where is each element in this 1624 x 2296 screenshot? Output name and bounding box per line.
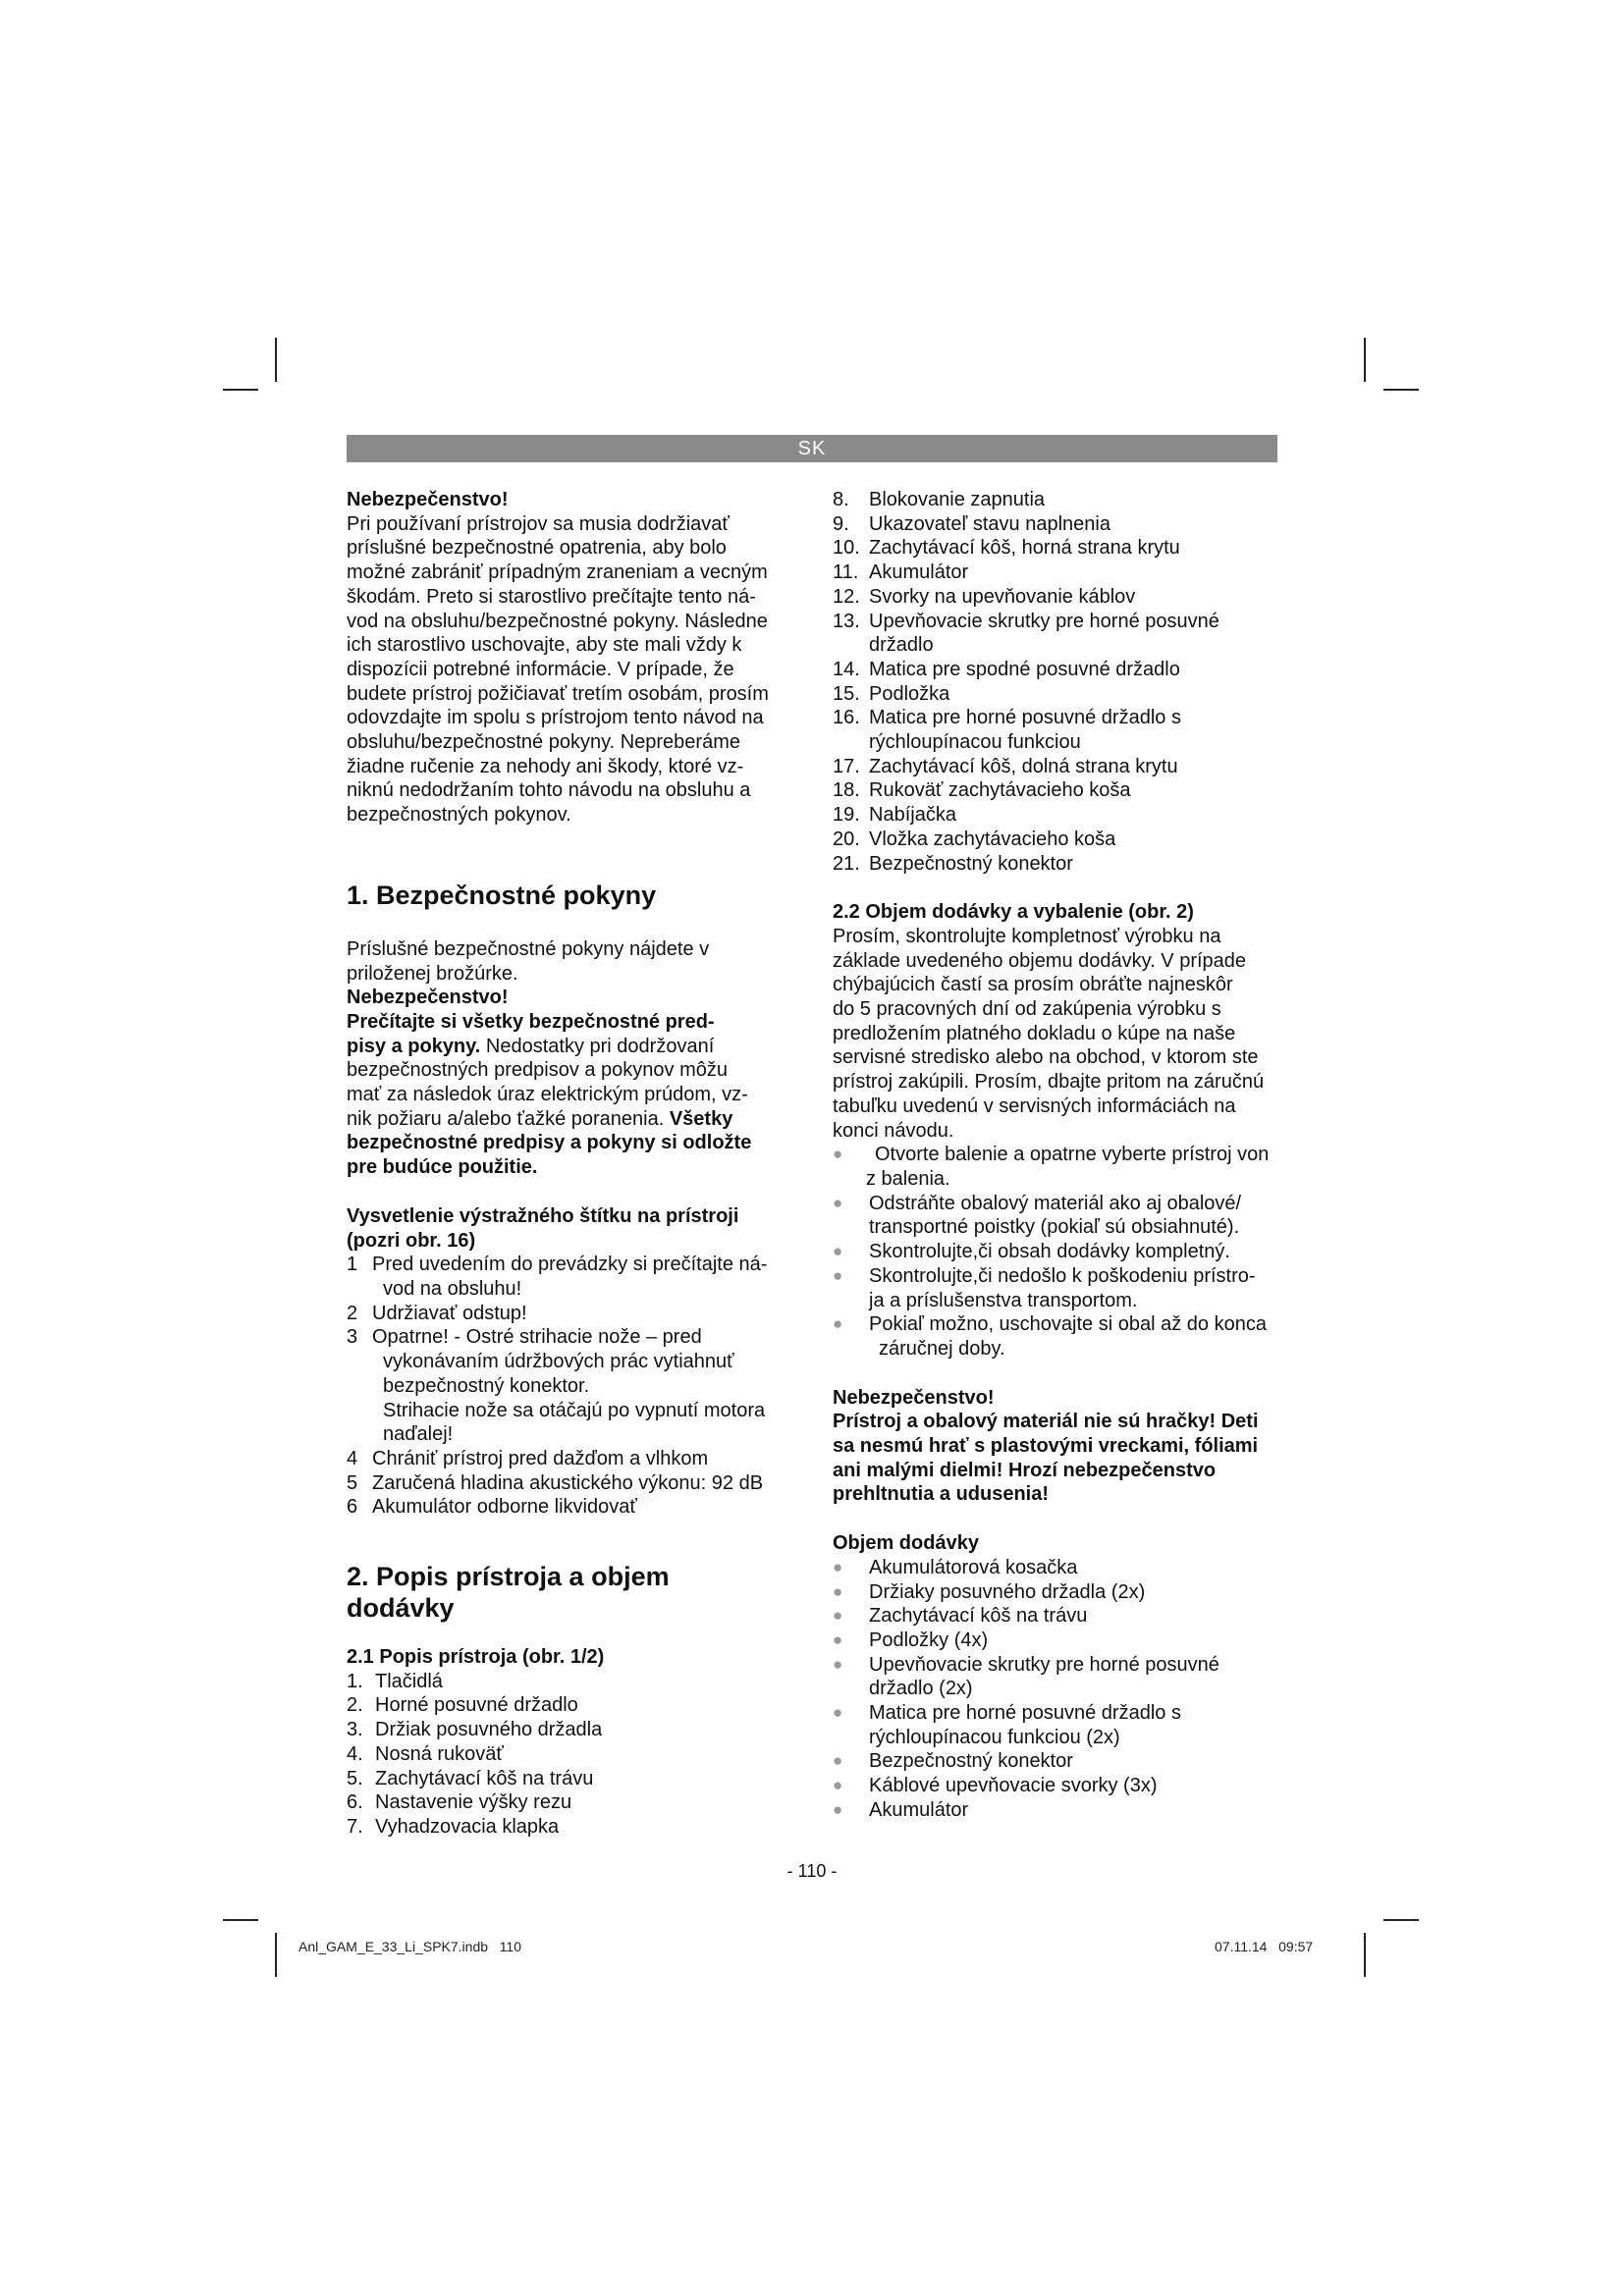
safety-intro: Príslušné bezpečnostné pokyny nájdete v — [347, 937, 710, 960]
list-item: ● Matica pre horné posuvné držadlo s rýchloupínacou funkciou (2x) — [833, 1702, 1181, 1748]
delivery-paragraph: Prosím, skontrolujte kompletnosť výrobku na základe uvedeného objemu dodávky. V prípade chýbajúcich častí sa prosím obráťte najneskôr do 5 pracovných dní od zakúpenia výrobku s predložením platného dokladu o kúpe na naše servisné stredisko alebo na obchod, v ktorom ste prístroj zakúpili. Prosím, dbajte pritom na záručnú tabuľku uvedenú v servisných informáciách na konci návodu. — [833, 925, 1265, 1142]
label-list — [347, 1253, 784, 1520]
bullet-icon: ● — [833, 1314, 843, 1334]
bullet-icon: ● — [833, 1703, 843, 1723]
crop-mark — [1364, 1933, 1366, 1977]
list-item: ● Bezpečnostný konektor — [833, 1750, 1073, 1773]
crop-mark — [1364, 338, 1366, 382]
list-item: 17. Zachytávací kôš, dolná strana krytu — [833, 755, 1178, 777]
danger-warning-bold: Prístroj a obalový materiál nie sú hračky! Deti sa nesmú hrať s plastovými vreckami, fóliami ani malými dielmi! Hrozí nebezpečenstvo prehltnutia a udusenia! — [833, 1411, 1259, 1506]
list-item: 3. Držiak posuvného držadla — [347, 1719, 603, 1741]
danger-paragraph: Pri používaní prístrojov sa musia dodržiavať príslušné bezpečnostné opatrenia, aby bolo možné zabrániť prípadným zraneniam a vecným škodám. Preto si starostlivo prečítajte tento ná- vod na obsluhu/bezpečnostné pokyny. Následne ich starostlivo uschovajte, aby ste mali vždy k dispozícii potrebné informácie. V prípade, že budete prístroj požičiavať tretím osobám, prosím odovzdajte im spolu s prístrojom tento návod na obsluhu/bezpečnostné pokyny. Nepreberáme žiadne ručenie za nehody ani škody, ktoré vz- niknú nedodržaním tohto návodu na obsluhu a bezpečnostných pokynov. — [347, 512, 769, 827]
bullet-icon: ● — [833, 1145, 843, 1164]
right-column — [833, 488, 1279, 1823]
list-item: 9. Ukazovateľ stavu naplnenia — [833, 512, 1110, 535]
scope-list — [833, 1556, 1279, 1823]
parts-list — [347, 1670, 784, 1840]
list-item: 21. Bezpečnostný konektor — [833, 852, 1073, 875]
bullet-icon: ● — [833, 1265, 843, 1285]
crop-mark — [275, 338, 277, 382]
list-item: 15. Podložka — [833, 682, 950, 705]
list-item: ● Zachytávací kôš na trávu — [833, 1605, 1088, 1628]
list-item: ● Otvorte balenie a opatrne vyberte prístroj von z balenia. — [833, 1144, 1270, 1190]
list-item: 19. Nabíjačka — [833, 804, 956, 827]
list-item: ● Skontrolujte,či nedošlo k poškodeniu prístro- ja a príslušenstva transportom. — [833, 1264, 1256, 1311]
danger-heading: Nebezpečenstvo! — [347, 987, 509, 1009]
list-item: 1. Tlačidlá — [347, 1670, 443, 1692]
list-item: 1 Pred uvedením do prevádzky si prečítajte ná- vod na obsluhu! — [347, 1254, 768, 1300]
list-item: ● Akumulátor — [833, 1798, 969, 1821]
list-item: 5 Zaručená hladina akustického výkonu: 92 dB — [347, 1471, 764, 1494]
crop-mark — [275, 1933, 277, 1977]
section-heading-description: 2. Popis prístroja a objem dodávky — [347, 1562, 670, 1624]
page-number: - 110 - — [786, 1861, 838, 1881]
crop-mark — [223, 389, 258, 391]
list-item: 2 Udržiavať odstup! — [347, 1302, 527, 1324]
list-item: ● Pokiaľ možno, uschovajte si obal až do konca záručnej doby. — [833, 1313, 1267, 1360]
list-item: ● Podložky (4x) — [833, 1629, 989, 1651]
list-item: 20. Vložka zachytávacieho koša — [833, 828, 1116, 850]
footer-datetime: 07.11.14 09:57 — [1215, 1939, 1314, 1954]
list-item: ● Odstráňte obalový materiál ako aj obalové/ transportné poistky (pokiaľ sú obsiahnuté). — [833, 1192, 1242, 1239]
bullet-icon: ● — [833, 1776, 843, 1795]
subsection-heading: 2.2 Objem dodávky a vybalenie (obr. 2) — [833, 901, 1194, 924]
bullet-icon: ● — [833, 1242, 843, 1261]
list-item: 2. Horné posuvné držadlo — [347, 1694, 578, 1717]
parts-list-continued — [833, 488, 1279, 876]
subsection-heading: Objem dodávky — [833, 1532, 979, 1555]
list-item: ● Káblové upevňovacie svorky (3x) — [833, 1775, 1158, 1797]
list-item: 14. Matica pre spodné posuvné držadlo — [833, 658, 1180, 680]
bullet-icon: ● — [833, 1606, 843, 1626]
list-item: 6 Akumulátor odborne likvidovať — [347, 1496, 637, 1519]
list-item: ● Upevňovacie skrutky pre horné posuvné držadlo (2x) — [833, 1653, 1219, 1700]
bullet-icon: ● — [833, 1557, 843, 1576]
label-explanation-heading: Vysvetlenie výstražného štítku na prístroji — [347, 1204, 739, 1227]
list-item: ● Držiaky posuvného držadla (2x) — [833, 1580, 1146, 1603]
danger-heading: Nebezpečenstvo! — [347, 489, 509, 510]
subsection-heading: 2.1 Popis prístroja (obr. 1/2) — [347, 1646, 605, 1669]
list-item: 13. Upevňovacie skrutky pre horné posuvné držadlo — [833, 610, 1219, 657]
crop-mark — [223, 1919, 258, 1921]
read-instructions: pisy a pokyny. Nedostatky pri dodržovaní — [347, 1035, 715, 1057]
list-item: 11. Akumulátor — [833, 561, 969, 584]
list-item: 6. Nastavenie výšky rezu — [347, 1791, 572, 1814]
list-item: 7. Vyhadzovacia klapka — [347, 1815, 560, 1838]
crop-mark — [1383, 389, 1419, 391]
left-column: Nebezpečenstvo! Pri používaní prístrojov sa musia dodržiavať príslušné bezpečnostné opatrenia, aby bolo možné zabrániť prípadným zraneniam a vecným škodám. Preto si starostlivo prečítajte tento ná- vod na obsluhu/bezpečnostné pokyny. Následne ich starostlivo uschovajte, aby ste mali vždy k dispozícii potrebné informácie. V prípade, že budete prístroj požičiavať tretím osobám, prosím odovzdajte im spolu s prístrojom tento návod na obsluhu/bezpečnostné pokyny. Nepreberáme žiadne ručenie za nehody ani škody, ktoré vz- niknú nedodržaním tohto návodu na obsluhu a bezpečnostných pokynov. 1. Bezpečnostné pokyny Príslušné bezpečnostné pokyny nájdete v priloženej brožúrke. Nebezpečenstvo! Prečítajte si všetky bezpečnostné pred- pisy a pokyny. Nedostatky pri dodržovaní bezpečnostných predpisov a pokynov môžu mať za následok úraz elektrickým prúdom, vz- nik požiaru a/alebo ťažké poranenia. Všetky bezpečnostné predpisy a pokyny si odložte pre budúce použitie. Vysvetlenie výstražného štítku na prístroji (pozri obr. 16) 1 Pred uvedením do prevádzky si prečítajte ná- vod na obsluhu! 2 Udržiavať odstup! 3 Opatrne! - Ostré strihacie nože – pred vykonávaním údržbových prác vytiahnuť bezpečnostný konektor. Strihacie nože sa otáčajú po vypnutí motora naďalej! 4 Chrániť prístroj pred dažďom a vlhkom 5 Zaručená hladina akustického výkonu: 92 dB 6 Akumulátor odborne likvidovať 2. Popis prístroja a objem dodávky 2.1 Popis prístroja (obr. 1/2) 1. Tlačidlá 2. Horné posuvné držadlo 3. Držiak posuvného držadla 4. Nosná rukoväť 5. Zachytávací kôš na trávu 6. Nastavenie výšky rezu 7. Vyhadzovacia klapka — [347, 488, 784, 1840]
list-item: 8. Blokovanie zapnutia — [833, 489, 1046, 510]
bullet-icon: ● — [833, 1654, 843, 1674]
bullet-icon: ● — [833, 1799, 843, 1819]
language-banner: SK — [347, 435, 1277, 462]
bullet-icon: ● — [833, 1581, 843, 1601]
footer-filename: Anl_GAM_E_33_Li_SPK7.indb 110 — [298, 1939, 522, 1954]
bullet-icon: ● — [833, 1629, 843, 1649]
unpack-list — [833, 1143, 1279, 1361]
list-item: ● Skontrolujte,či obsah dodávky kompletný. — [833, 1241, 1230, 1263]
crop-mark — [1383, 1919, 1419, 1921]
list-item: 10. Zachytávací kôš, horná strana krytu — [833, 537, 1180, 560]
list-item: 18. Rukoväť zachytávacieho koša — [833, 779, 1131, 802]
list-item: 4. Nosná rukoväť — [347, 1742, 504, 1765]
list-item: 16. Matica pre horné posuvné držadlo s rýchloupínacou funkciou — [833, 707, 1181, 754]
section-heading-safety: 1. Bezpečnostné pokyny — [347, 880, 657, 910]
danger-heading: Nebezpečenstvo! — [833, 1386, 995, 1409]
list-item: ● Akumulátorová kosačka — [833, 1556, 1078, 1578]
bullet-icon: ● — [833, 1751, 843, 1771]
list-item: 12. Svorky na upevňovanie káblov — [833, 585, 1136, 608]
list-item: 4 Chrániť prístroj pred dažďom a vlhkom — [347, 1447, 709, 1469]
bullet-icon: ● — [833, 1193, 843, 1212]
list-item: 3 Opatrne! - Ostré strihacie nože – pred vykonávaním údržbových prác vytiahnuť bezpečnostný konektor. Strihacie nože sa otáčajú po vypnutí motora naďalej! — [347, 1326, 766, 1446]
list-item: 5. Zachytávací kôš na trávu — [347, 1767, 594, 1789]
